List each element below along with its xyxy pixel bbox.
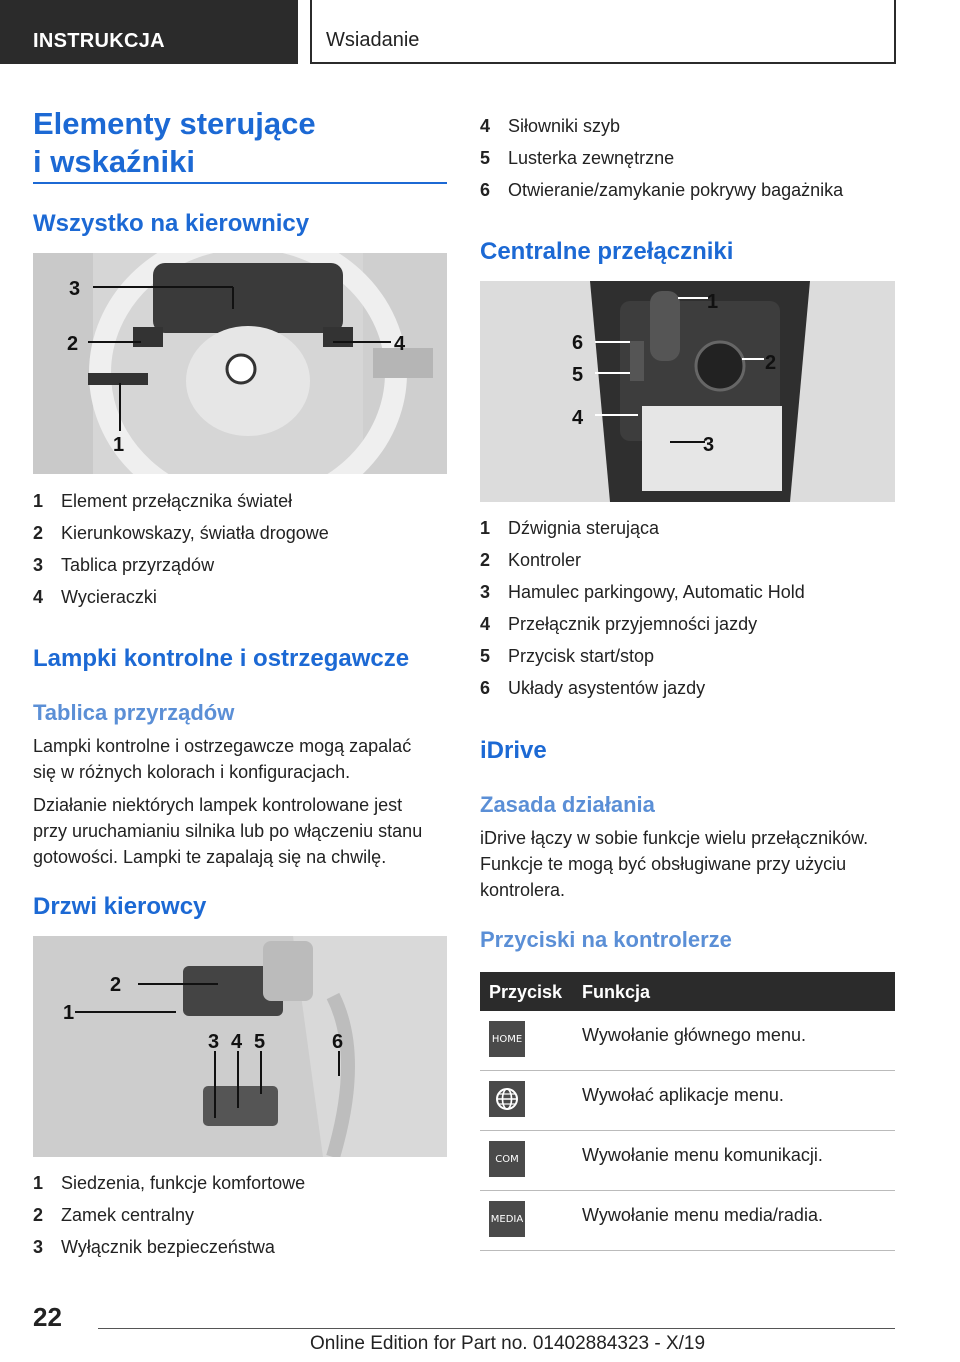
list-item: 2 Zamek centralny — [33, 1205, 195, 1225]
com-button-icon: COM — [489, 1141, 525, 1177]
wheel-legend — [33, 490, 329, 618]
door-callout-4: 4 — [231, 1031, 243, 1053]
controller-buttons-table — [480, 972, 895, 1251]
console-callout-1: 1 — [707, 291, 719, 313]
globe-apps-icon — [489, 1081, 525, 1117]
door-legend — [33, 1172, 305, 1268]
lamps-heading: Lampki kontrolne i ostrzegawcze — [33, 645, 410, 672]
table-header — [480, 972, 895, 1011]
center-console-illustration — [480, 281, 895, 502]
steering-wheel-illustration — [33, 253, 447, 474]
list-item: 4 Wycieraczki — [33, 587, 157, 607]
list-item: 1 Dźwignia sterująca — [480, 518, 660, 538]
list-item: 5 Przycisk start/stop — [480, 646, 655, 666]
table-row — [480, 1191, 895, 1251]
buttons-heading: Przyciski na kontrolerze — [480, 927, 732, 952]
lamps-paragraph-1: Lampki kontrolne i ostrzegawcze mogą zapalać się w różnych kolorach i konfiguracjach. — [33, 736, 412, 782]
list-item: 4 Przełącznik przyjemności jazdy — [480, 614, 758, 634]
list-item: 3 Tablica przyrządów — [33, 555, 215, 575]
door-panel-illustration — [33, 936, 447, 1157]
idrive-subheading: Zasada działania — [480, 792, 655, 817]
list-item: 1 Siedzenia, funkcje komfortowe — [33, 1173, 306, 1193]
console-callout-6: 6 — [572, 332, 584, 354]
console-legend — [480, 517, 805, 709]
page-title-line1: Elementy sterujące — [33, 106, 316, 141]
table-row — [480, 1011, 895, 1071]
door-callout-1: 1 — [63, 1002, 75, 1024]
home-button-icon: HOME — [489, 1021, 525, 1057]
chapter-tab: Wsiadanie — [310, 0, 896, 64]
wheel-callout-3: 3 — [69, 278, 81, 300]
door-legend-continued — [480, 115, 843, 211]
center-console-photo — [480, 281, 895, 502]
table-cell-function: Wywołanie menu komunikacji. — [582, 1145, 823, 1165]
list-item: 5 Lusterka zewnętrzne — [480, 148, 675, 168]
page-header — [0, 0, 960, 66]
idrive-paragraph: iDrive łączy w sobie funkcje wielu przełączników. Funkcje te mogą być obsługiwane przy użyciu kontrolera. — [480, 828, 869, 900]
footer-edition: Online Edition for Part no. 01402884323 - X/19 — [310, 1333, 706, 1354]
title-rule — [33, 182, 447, 184]
door-callout-5: 5 — [254, 1031, 266, 1053]
wheel-callout-2: 2 — [67, 333, 79, 355]
idrive-heading: iDrive — [480, 737, 547, 764]
table-cell-function: Wywołanie głównego menu. — [582, 1025, 806, 1045]
table-cell-function: Wywołać aplikacje menu. — [582, 1085, 784, 1105]
section-tab: INSTRUKCJA — [0, 0, 298, 64]
wheel-heading: Wszystko na kierownicy — [33, 210, 310, 237]
console-callout-5: 5 — [572, 364, 584, 386]
list-item: 6 Układy asystentów jazdy — [480, 678, 706, 698]
footer-rule — [98, 1328, 895, 1329]
door-callout-2: 2 — [110, 974, 122, 996]
list-item: 1 Element przełącznika świateł — [33, 491, 293, 511]
door-callout-3: 3 — [208, 1031, 220, 1053]
door-panel-photo — [33, 936, 447, 1157]
table-header-function: Funkcja — [582, 982, 651, 1002]
table-row — [480, 1131, 895, 1191]
table-row — [480, 1071, 895, 1131]
wheel-callout-1: 1 — [113, 434, 125, 456]
lamps-paragraph-2: Działanie niektórych lampek kontrolowane jest przy uruchamianiu silnika lub po włączeniu stanu gotowości. Lampki te zapalają się na chwilę. — [33, 795, 423, 867]
page-number: 22 — [33, 1302, 62, 1332]
page-title — [33, 105, 316, 181]
door-callout-6: 6 — [332, 1031, 344, 1053]
list-item: 6 Otwieranie/zamykanie pokrywy bagażnika — [480, 180, 844, 200]
steering-wheel-photo — [33, 253, 447, 474]
list-item: 2 Kontroler — [480, 550, 582, 570]
list-item: 3 Hamulec parkingowy, Automatic Hold — [480, 582, 805, 602]
list-item: 4 Siłowniki szyb — [480, 116, 621, 136]
list-item: 2 Kierunkowskazy, światła drogowe — [33, 523, 329, 543]
console-heading: Centralne przełączniki — [480, 238, 734, 265]
console-callout-4: 4 — [572, 407, 584, 429]
media-button-icon: MEDIA — [489, 1201, 525, 1237]
page-title-line2: i wskaźniki — [33, 144, 195, 179]
table-header-button: Przycisk — [489, 982, 563, 1002]
list-item: 3 Wyłącznik bezpieczeństwa — [33, 1237, 275, 1257]
wheel-callout-4: 4 — [394, 333, 406, 355]
lamps-subheading: Tablica przyrządów — [33, 700, 235, 725]
table-cell-function: Wywołanie menu media/radia. — [582, 1205, 823, 1225]
door-heading: Drzwi kierowcy — [33, 893, 207, 920]
console-callout-3: 3 — [703, 434, 715, 456]
console-callout-2: 2 — [765, 352, 777, 374]
